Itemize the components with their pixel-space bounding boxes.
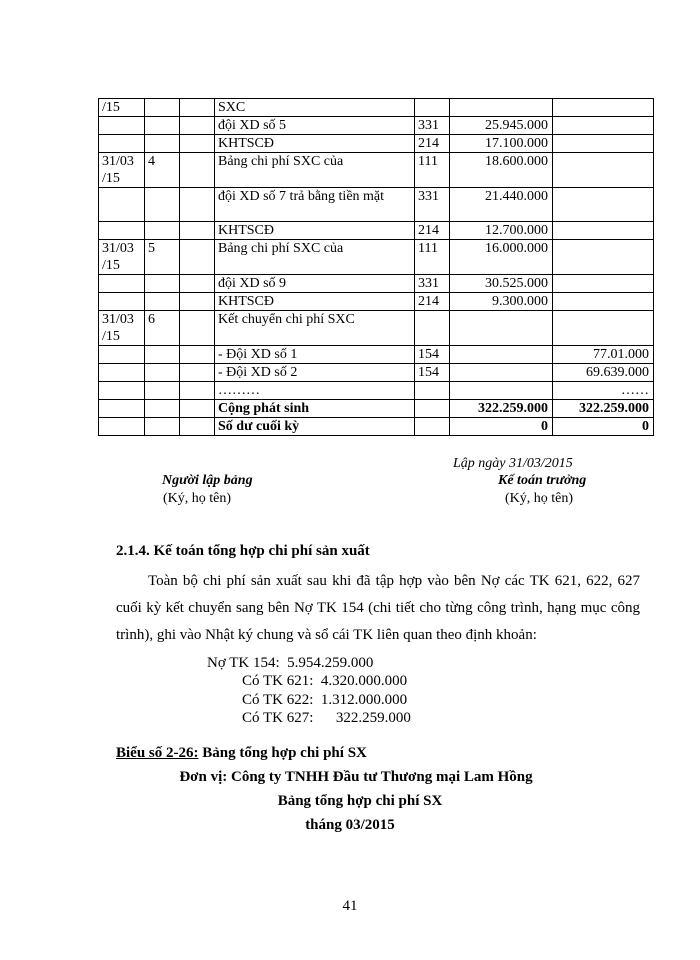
table-row [99,275,654,293]
cell-blank [180,135,215,153]
table-row [99,311,654,346]
cell-debit [450,311,553,346]
cell-account: 214 [415,135,450,153]
table-row [99,135,654,153]
cell-blank [180,188,215,222]
cell-blank [180,275,215,293]
cell-date [99,188,145,222]
cell-date: 31/03 /15 [99,311,145,346]
cell-entry-no [145,188,180,222]
journal-entry-debit: Nợ TK 154: 5.954.259.000 [207,655,374,671]
table-row [99,240,654,275]
cell-blank [180,117,215,135]
cell-account [415,99,450,117]
cell-credit [553,99,654,117]
journal-entry-credit-627: Có TK 627: 322.259.000 [242,710,411,726]
cell-date [99,222,145,240]
table-row [99,153,654,188]
exhibit-label: Biểu số 2-26: [116,745,199,761]
cell-description: Số dư cuối kỳ [215,418,415,436]
cell-account: 214 [415,222,450,240]
cell-blank [180,293,215,311]
cell-debit: 17.100.000 [450,135,553,153]
cell-date: 31/03 /15 [99,240,145,275]
cell-debit: 0 [450,418,553,436]
cell-entry-no: 5 [145,240,180,275]
cell-date [99,117,145,135]
cell-blank [180,240,215,275]
signature-date: Lập ngày 31/03/2015 [453,456,573,471]
cell-description: đội XD số 9 [215,275,415,293]
cell-blank [180,382,215,400]
cell-credit: 322.259.000 [553,400,654,418]
table-row [99,188,654,222]
cell-entry-no [145,135,180,153]
preparer-title: Người lập bảng [162,473,253,488]
cell-blank [180,400,215,418]
cell-debit: 30.525.000 [450,275,553,293]
cell-credit: 77.01.000 [553,346,654,364]
cell-description: SXC [215,99,415,117]
cell-account: 331 [415,188,450,222]
cell-credit [553,188,654,222]
cell-credit: 69.639.000 [553,364,654,382]
cell-blank [180,311,215,346]
cell-account: 111 [415,153,450,188]
table-row [99,293,654,311]
cell-entry-no [145,418,180,436]
table-row [99,117,654,135]
cell-entry-no [145,222,180,240]
journal-entry-credit-622: Có TK 622: 1.312.000.000 [242,692,408,708]
cell-description: Cộng phát sinh [215,400,415,418]
cell-entry-no [145,117,180,135]
cell-description: KHTSCĐ [215,293,415,311]
cell-date [99,275,145,293]
cell-entry-no [145,400,180,418]
cell-entry-no: 6 [145,311,180,346]
cell-credit: 0 [553,418,654,436]
company-unit: Đơn vị: Công ty TNHH Đầu tư Thương mại Lam Hồng [179,769,533,785]
cell-blank [180,346,215,364]
cell-date: /15 [99,99,145,117]
cell-account [415,382,450,400]
cell-debit: 18.600.000 [450,153,553,188]
cell-entry-no [145,99,180,117]
table-row [99,99,654,117]
ledger-table [98,98,654,436]
cell-debit: 25.945.000 [450,117,553,135]
cell-date [99,135,145,153]
table-row [99,382,654,400]
cell-description: Bảng chi phí SXC của [215,153,415,188]
cell-date [99,293,145,311]
cell-account [415,400,450,418]
chief-accountant-title: Kế toán trưởng [498,473,587,488]
cell-description: ……… [215,382,415,400]
cell-credit [553,135,654,153]
cell-credit [553,222,654,240]
section-heading: 2.1.4. Kế toán tổng hợp chi phí sản xuất [116,543,370,559]
cell-entry-no: 4 [145,153,180,188]
cell-date [99,364,145,382]
cell-debit: 21.440.000 [450,188,553,222]
cell-blank [180,418,215,436]
cell-date [99,418,145,436]
cell-entry-no [145,293,180,311]
cell-account: 154 [415,346,450,364]
cell-debit [450,99,553,117]
cell-description: - Đội XD số 2 [215,364,415,382]
cell-date: 31/03 /15 [99,153,145,188]
cell-debit: 9.300.000 [450,293,553,311]
cell-debit: 12.700.000 [450,222,553,240]
cell-description: đội XD số 5 [215,117,415,135]
cell-description: Bảng chi phí SXC của [215,240,415,275]
cell-debit: 322.259.000 [450,400,553,418]
table-row [99,364,654,382]
summary-month: tháng 03/2015 [305,817,395,833]
cell-debit [450,364,553,382]
cell-debit [450,346,553,364]
cell-credit [553,153,654,188]
journal-entry-credit-621: Có TK 621: 4.320.000.000 [242,673,408,689]
cell-account [415,418,450,436]
table-row [99,418,654,436]
cell-blank [180,153,215,188]
cell-entry-no [145,275,180,293]
table-row [99,346,654,364]
summary-table-title: Bảng tổng hợp chi phí SX [277,793,443,809]
cell-credit [553,275,654,293]
cell-entry-no [145,346,180,364]
ledger-body [99,99,654,436]
cell-credit: …… [553,382,654,400]
cell-description: Kết chuyển chi phí SXC [215,311,415,346]
cell-date [99,400,145,418]
cell-credit [553,117,654,135]
cell-debit [450,382,553,400]
cell-description: KHTSCĐ [215,135,415,153]
cell-credit [553,240,654,275]
cell-description: KHTSCĐ [215,222,415,240]
cell-description: - Đội XD số 1 [215,346,415,364]
table-row [99,222,654,240]
exhibit-caption [116,745,367,762]
page-number: 41 [342,898,358,914]
cell-blank [180,99,215,117]
cell-credit [553,293,654,311]
cell-blank [180,222,215,240]
cell-account: 111 [415,240,450,275]
cell-blank [180,364,215,382]
section-paragraph: Toàn bộ chi phí sản xuất sau khi đã tập hợp vào bên Nợ các TK 621, 622, 627 cuối kỳ kết chuyển sang bên Nợ TK 154 (chi tiết cho từng công trình, hạng mục công trình), ghi vào Nhật ký chung và sổ cái TK liên quan theo định khoản: [116,573,640,643]
cell-date [99,346,145,364]
cell-account: 154 [415,364,450,382]
preparer-signature-note: (Ký, họ tên) [163,491,232,506]
chief-accountant-signature-note: (Ký, họ tên) [505,491,574,506]
cell-entry-no [145,364,180,382]
cell-account: 214 [415,293,450,311]
cell-entry-no [145,382,180,400]
exhibit-title: Bảng tổng hợp chi phí SX [198,745,367,761]
cell-date [99,382,145,400]
cell-account: 331 [415,275,450,293]
table-row [99,400,654,418]
cell-description: đội XD số 7 trả bằng tiền mặt [215,188,415,222]
cell-credit [553,311,654,346]
cell-account: 331 [415,117,450,135]
cell-account [415,311,450,346]
cell-debit: 16.000.000 [450,240,553,275]
